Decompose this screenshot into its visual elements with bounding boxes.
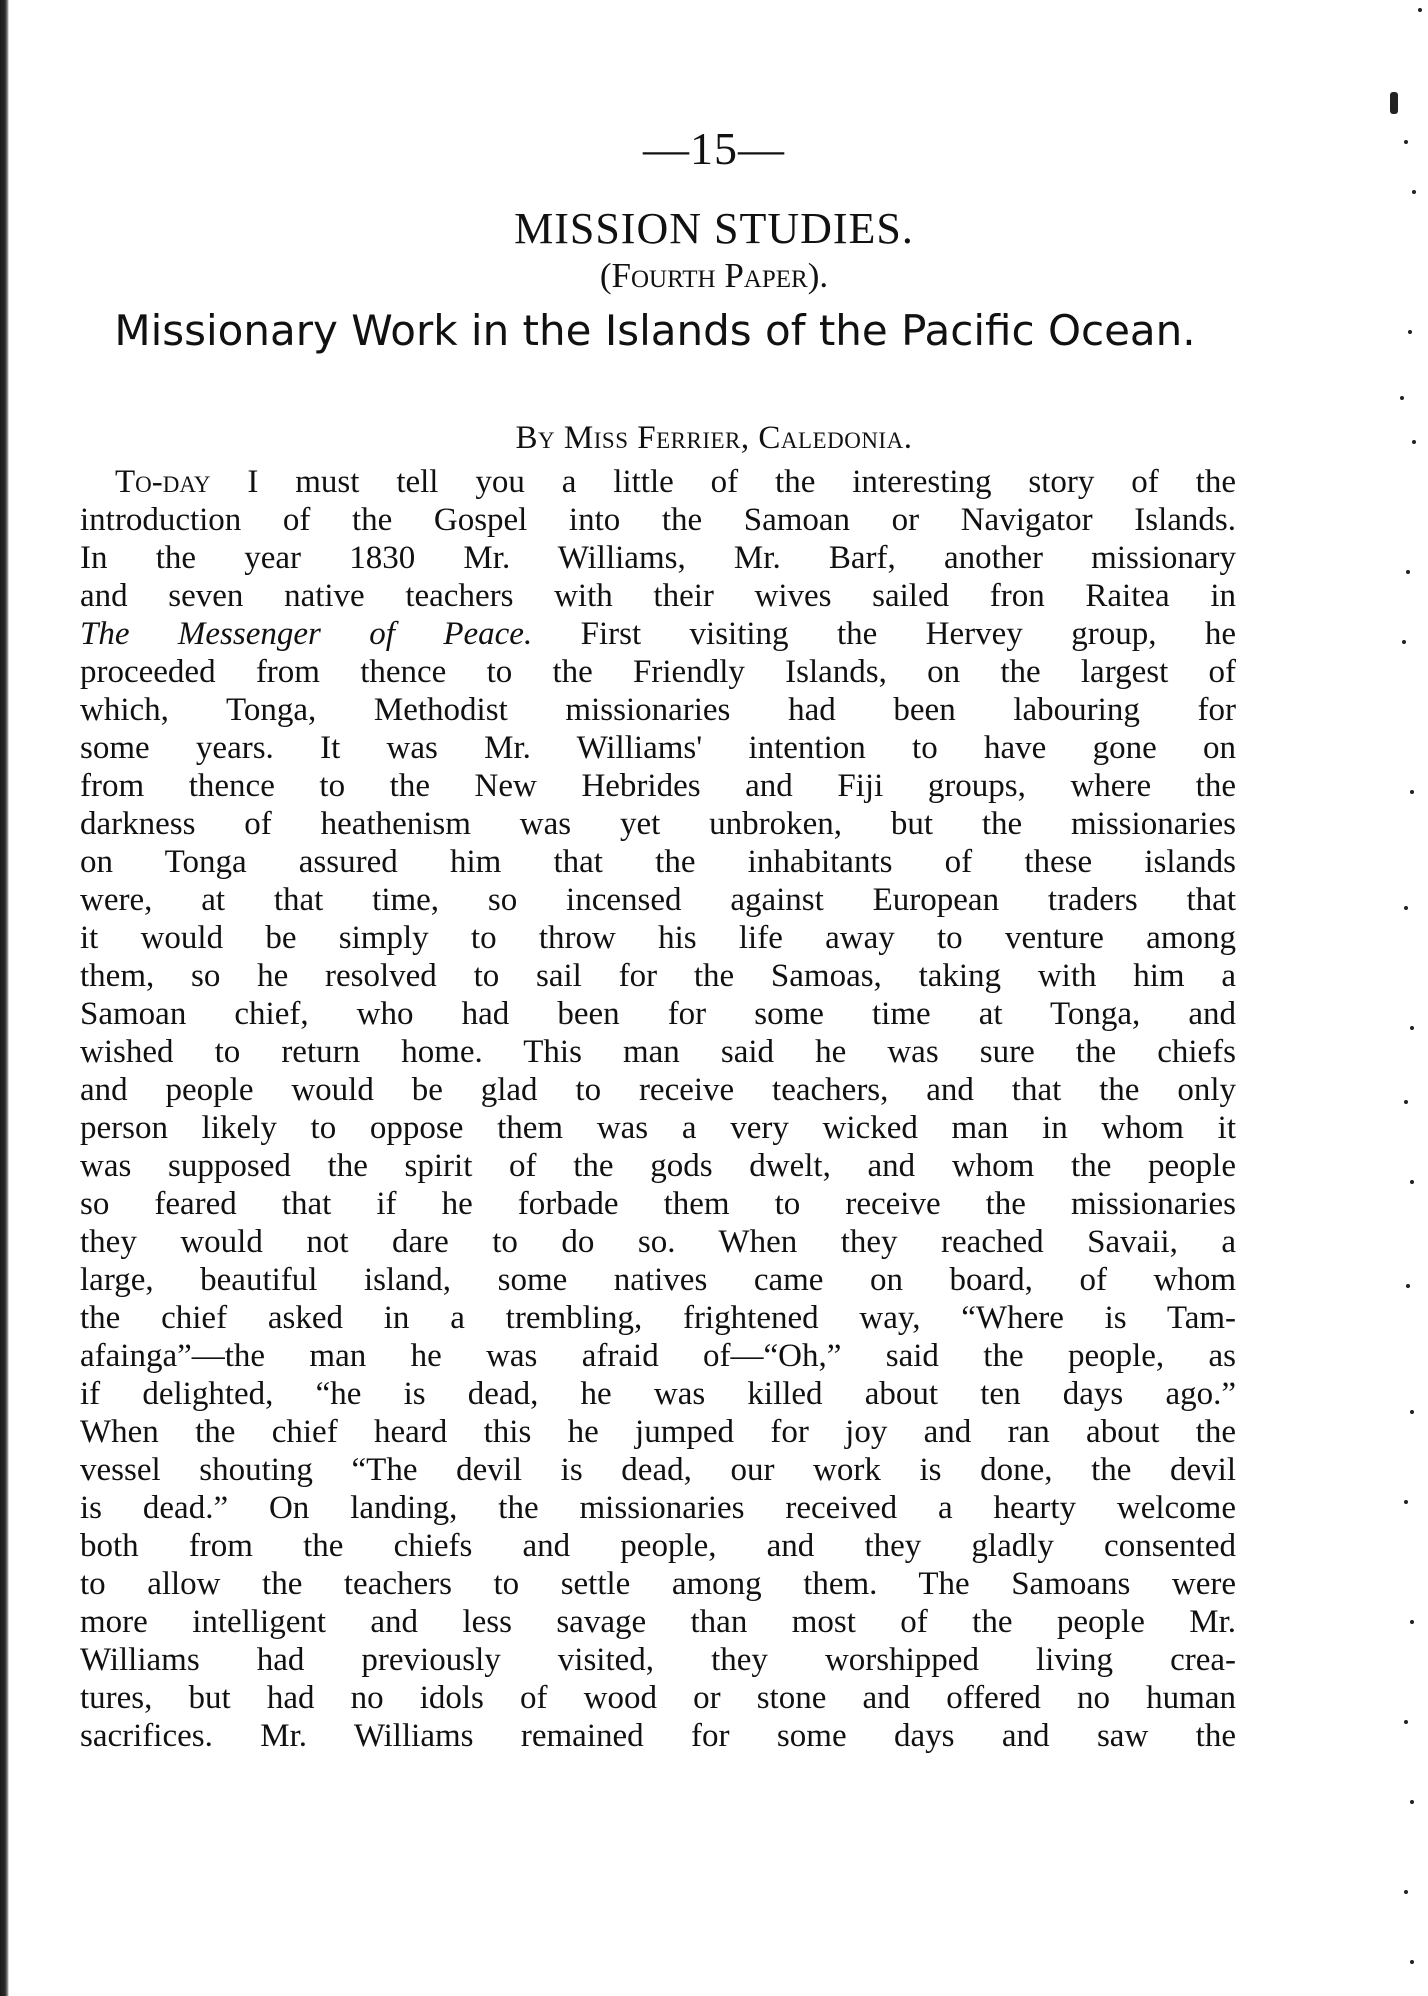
scan-speck — [1410, 1180, 1414, 1184]
body-line: is dead.” On landing, the missionaries received a hearty welcome — [80, 1490, 1236, 1526]
scan-speck — [1402, 640, 1406, 644]
scan-speck — [1412, 190, 1416, 194]
scan-speck — [1410, 1026, 1414, 1030]
scan-speck — [1404, 1720, 1408, 1724]
body-line: introduction of the Gospel into the Samoan or Navigator Islands. — [80, 502, 1236, 538]
byline: By Miss Ferrier, Caledonia. — [515, 420, 913, 456]
body-line: darkness of heathenism was yet unbroken, but the missionaries — [80, 806, 1236, 842]
scan-speck — [1410, 790, 1414, 794]
scan-speck — [1410, 1620, 1414, 1624]
scan-speck — [1406, 570, 1410, 574]
body-line: large, beautiful island, some natives came on board, of whom — [80, 1262, 1236, 1298]
body-line: and seven native teachers with their wives sailed fron Raitea in — [80, 578, 1236, 614]
body-line: them, so he resolved to sail for the Samoas, taking with him a — [80, 958, 1236, 994]
scan-speck — [1418, 8, 1422, 12]
body-line: sacrifices. Mr. Williams remained for some days and saw the — [80, 1718, 1236, 1754]
scan-speck — [1410, 1960, 1414, 1964]
section-title: MISSION STUDIES. — [514, 204, 914, 253]
scan-speck — [1404, 1500, 1408, 1504]
body-line-text: First visiting the Hervey group, he — [580, 616, 1236, 652]
scan-speck — [1404, 1100, 1408, 1104]
body-line: which, Tonga, Methodist missionaries had been labouring for — [80, 692, 1236, 728]
article-body — [80, 463, 1236, 1755]
body-line: if delighted, “he is dead, he was killed about ten days ago.” — [80, 1376, 1236, 1412]
body-line: more intelligent and less savage than most of the people Mr. — [80, 1604, 1236, 1640]
body-line — [80, 615, 1236, 653]
body-line: it would be simply to throw his life away to venture among — [80, 920, 1236, 956]
body-line: In the year 1830 Mr. Williams, Mr. Barf, another missionary — [80, 540, 1236, 576]
body-line: wished to return home. This man said he was sure the chiefs — [80, 1034, 1236, 1070]
body-line: tures, but had no idols of wood or stone and offered no human — [80, 1680, 1236, 1716]
body-line: both from the chiefs and people, and they gladly consented — [80, 1528, 1236, 1564]
body-line: and people would be glad to receive teachers, and that the only — [80, 1072, 1236, 1108]
scan-speck — [1404, 906, 1408, 910]
opening-word: To-day — [115, 464, 211, 500]
body-line: some years. It was Mr. Williams' intention to have gone on — [80, 730, 1236, 766]
body-line: from thence to the New Hebrides and Fiji groups, where the — [80, 768, 1236, 804]
scan-speck — [1406, 1284, 1410, 1288]
body-line: afainga”—the man he was afraid of—“Oh,” said the people, as — [80, 1338, 1236, 1374]
body-line: person likely to oppose them was a very wicked man in whom it — [80, 1110, 1236, 1146]
ship-name: The Messenger of Peace. — [80, 616, 533, 652]
page-binding-edge — [0, 0, 9, 1996]
scan-speck — [1410, 1410, 1414, 1414]
page-number: —15— — [643, 123, 785, 174]
body-line: was supposed the spirit of the gods dwelt, and whom the people — [80, 1148, 1236, 1184]
body-line: the chief asked in a trembling, frightened way, “Where is Tam- — [80, 1300, 1236, 1336]
body-line: Samoan chief, who had been for some time at Tonga, and — [80, 996, 1236, 1032]
body-line: to allow the teachers to settle among them. The Samoans were — [80, 1566, 1236, 1602]
body-line: so feared that if he forbade them to receive the missionaries — [80, 1186, 1236, 1222]
body-line — [80, 463, 1236, 501]
scan-speck — [1404, 1890, 1408, 1894]
body-line: vessel shouting “The devil is dead, our work is done, the devil — [80, 1452, 1236, 1488]
body-line-text: I must tell you a little of the interesting story of the — [247, 464, 1236, 500]
body-line: Williams had previously visited, they worshipped living crea- — [80, 1642, 1236, 1678]
scan-speck — [1408, 330, 1412, 334]
scan-speck — [1410, 1800, 1414, 1804]
scan-speck — [1400, 396, 1404, 400]
body-line: they would not dare to do so. When they reached Savaii, a — [80, 1224, 1236, 1260]
body-line: were, at that time, so incensed against European traders that — [80, 882, 1236, 918]
body-line: on Tonga assured him that the inhabitants of these islands — [80, 844, 1236, 880]
body-line: proceeded from thence to the Friendly Islands, on the largest of — [80, 654, 1236, 690]
scan-speck — [1390, 92, 1398, 114]
article-title: Missionary Work in the Islands of the Pacific Ocean. — [114, 306, 1196, 355]
body-line: When the chief heard this he jumped for joy and ran about the — [80, 1414, 1236, 1450]
paper-number: (Fourth Paper). — [599, 256, 829, 295]
